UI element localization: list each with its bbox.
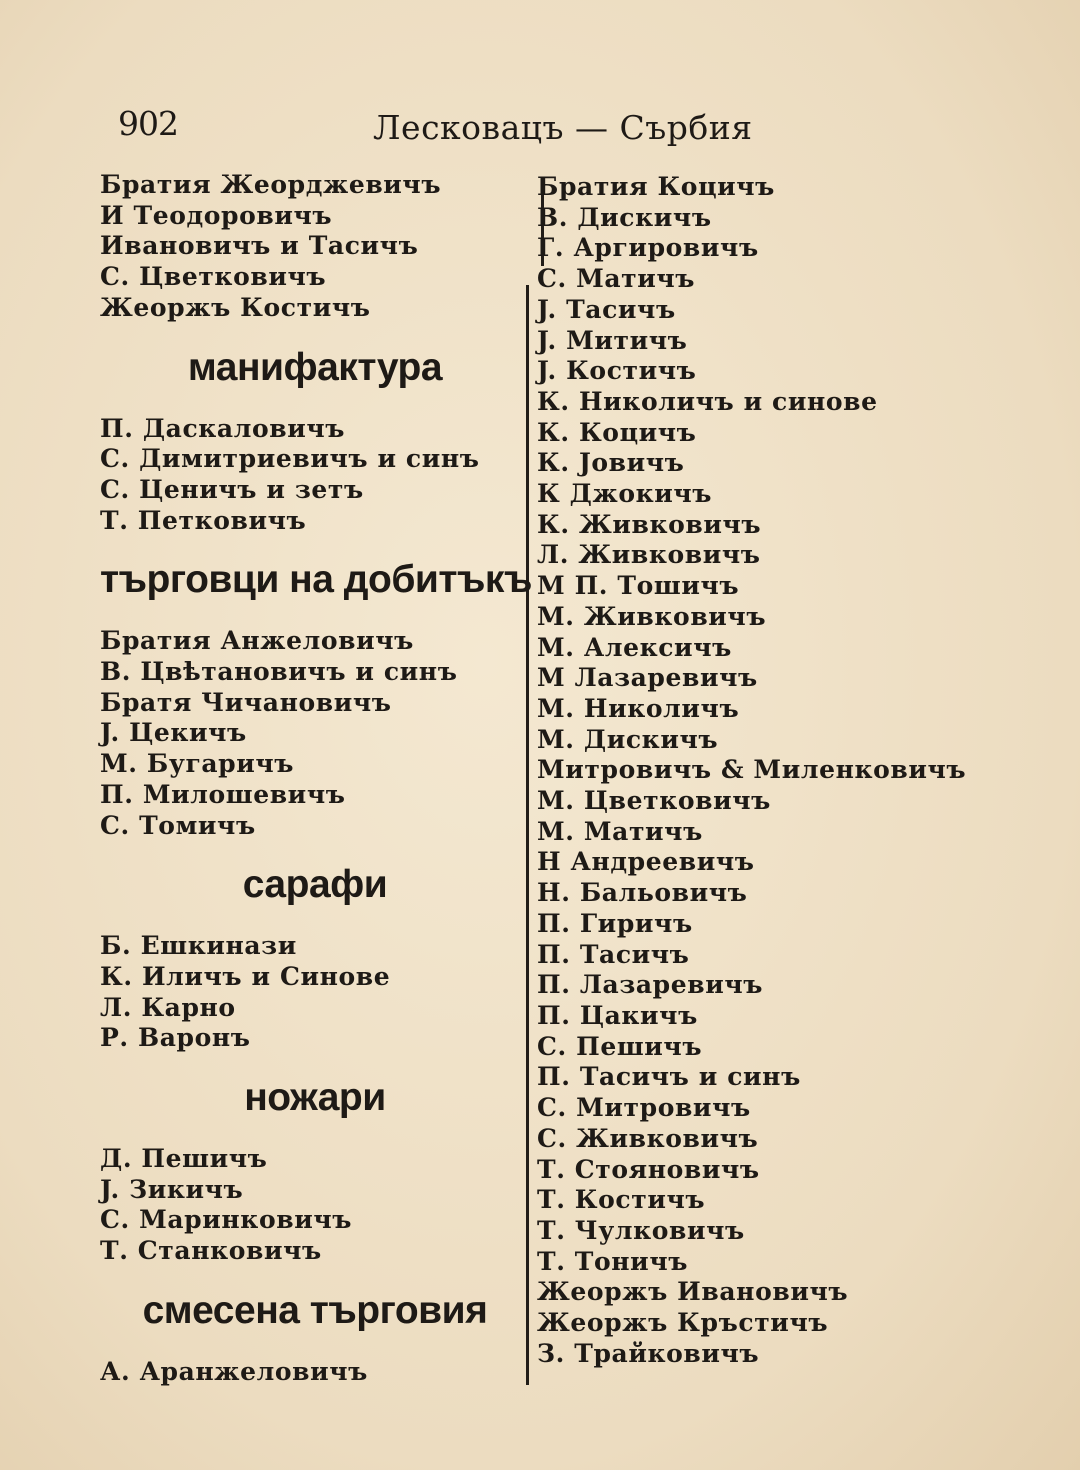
directory-entry: Братия Жеорджевичъ [100,170,442,199]
directory-entry: С. Томичъ [100,810,256,840]
directory-entry: В. Дискичъ [537,202,712,232]
directory-entry: Н Андреевичъ [537,847,755,877]
directory-entry: М. Бугаричъ [100,749,295,779]
directory-entry: Жеоржъ Ивановичъ [537,1277,849,1307]
directory-entry: Т. Костичъ [537,1185,706,1215]
directory-entry: П. Цакичъ [537,1000,698,1030]
directory-entry: С. Пешичъ [537,1031,703,1061]
section-heading: сарафи [242,863,388,907]
directory-entry: С. Митровичъ [537,1093,751,1123]
left-column [100,170,530,1388]
directory-entry: Братя Чичановичъ [100,687,392,717]
directory-entry: J. Тасичъ [537,294,676,324]
directory-entry: С. Цветковичъ [100,262,327,292]
directory-entry: Жеоржъ Костичъ [100,292,371,322]
directory-entry: М. Дискичъ [537,724,719,754]
directory-entry: М. Матичъ [537,816,703,846]
directory-entry: Жеоржъ Кръстичъ [537,1308,829,1338]
directory-entry: П. Тасичъ и синъ [537,1062,801,1092]
directory-entry: Т. Петковичъ [100,505,307,535]
directory-entry: М Лазаревичъ [537,663,758,693]
directory-entry: П. Гиричъ [537,908,693,938]
section-heading: ножари [244,1076,386,1120]
directory-entry: Д. Пешичъ [100,1144,268,1174]
directory-entry: Л. Живковичъ [537,540,761,570]
directory-entry: К Джокичъ [537,479,713,509]
directory-entry: С. Маринковичъ [100,1205,353,1235]
directory-entry: Митровичъ & Миленковичъ [537,755,967,785]
directory-entry: Братия Коцичъ [537,172,775,201]
directory-entry: Т. Стояновичъ [537,1154,760,1184]
directory-entry: К. Живковичъ [537,509,762,539]
directory-entry: Б. Ешкинази [100,931,297,961]
page-header [118,104,930,154]
directory-entry: М. Цветковичъ [537,786,771,816]
section-heading: манифактура [187,345,443,389]
directory-entry: А. Аранжеловичъ [100,1356,368,1386]
directory-entry: С. Живковичъ [537,1123,759,1153]
directory-entry: М. Николичъ [537,693,740,723]
directory-entry: Т. Чулковичъ [537,1215,745,1245]
directory-entry: П. Милошевичъ [100,779,346,809]
directory-entry: J. Зикичъ [100,1174,244,1204]
directory-entry: З. Трайковичъ [537,1338,760,1368]
directory-entry: Братия Анжеловичъ [100,626,414,656]
directory-entry: J. Цекичъ [100,718,247,748]
directory-entry: Т. Станковичъ [100,1236,322,1266]
directory-entry: И Теодоровичъ [100,200,333,230]
directory-entry: С. Димитриевичъ и синъ [100,444,480,474]
section-heading: търговци на добитъкъ [100,558,532,602]
directory-entry: J. Костичъ [537,356,697,386]
directory-entry: Л. Карно [100,992,236,1022]
directory-entry: П. Лазаревичъ [537,970,764,1000]
right-column [537,172,967,1369]
directory-entry: Н. Бальовичъ [537,878,748,908]
page-number: 902 [118,104,178,143]
directory-entry: М. Алексичъ [537,632,732,662]
directory-entry: М. Живковичъ [537,601,767,631]
directory-entry: Г. Аргировичъ [537,233,759,263]
directory-entry: П. Даскаловичъ [100,413,346,443]
directory-entry: К. Коцичъ [537,417,697,447]
directory-entry: П. Тасичъ [537,939,690,969]
section-heading: смесена търговия [142,1288,488,1332]
directory-entry: Р. Варонъ [100,1023,251,1053]
directory-entry: К. Иличъ и Синове [100,961,391,991]
directory-entry: В. Цвѣтановичъ и синъ [100,657,458,687]
directory-entry: С. Ценичъ и зетъ [100,474,364,504]
directory-entry: К. Јовичъ [537,448,685,478]
directory-entry: К. Николичъ и синове [537,386,878,416]
directory-entry: Т. Тоничъ [537,1246,689,1276]
directory-entry: Ивановичъ и Тасичъ [100,231,419,261]
directory-entry: J. Митичъ [537,325,688,355]
running-title: Лесковацъ — Сърбия [373,108,753,147]
directory-entry: С. Матичъ [537,264,696,294]
directory-entry: М П. Тошичъ [537,571,740,601]
